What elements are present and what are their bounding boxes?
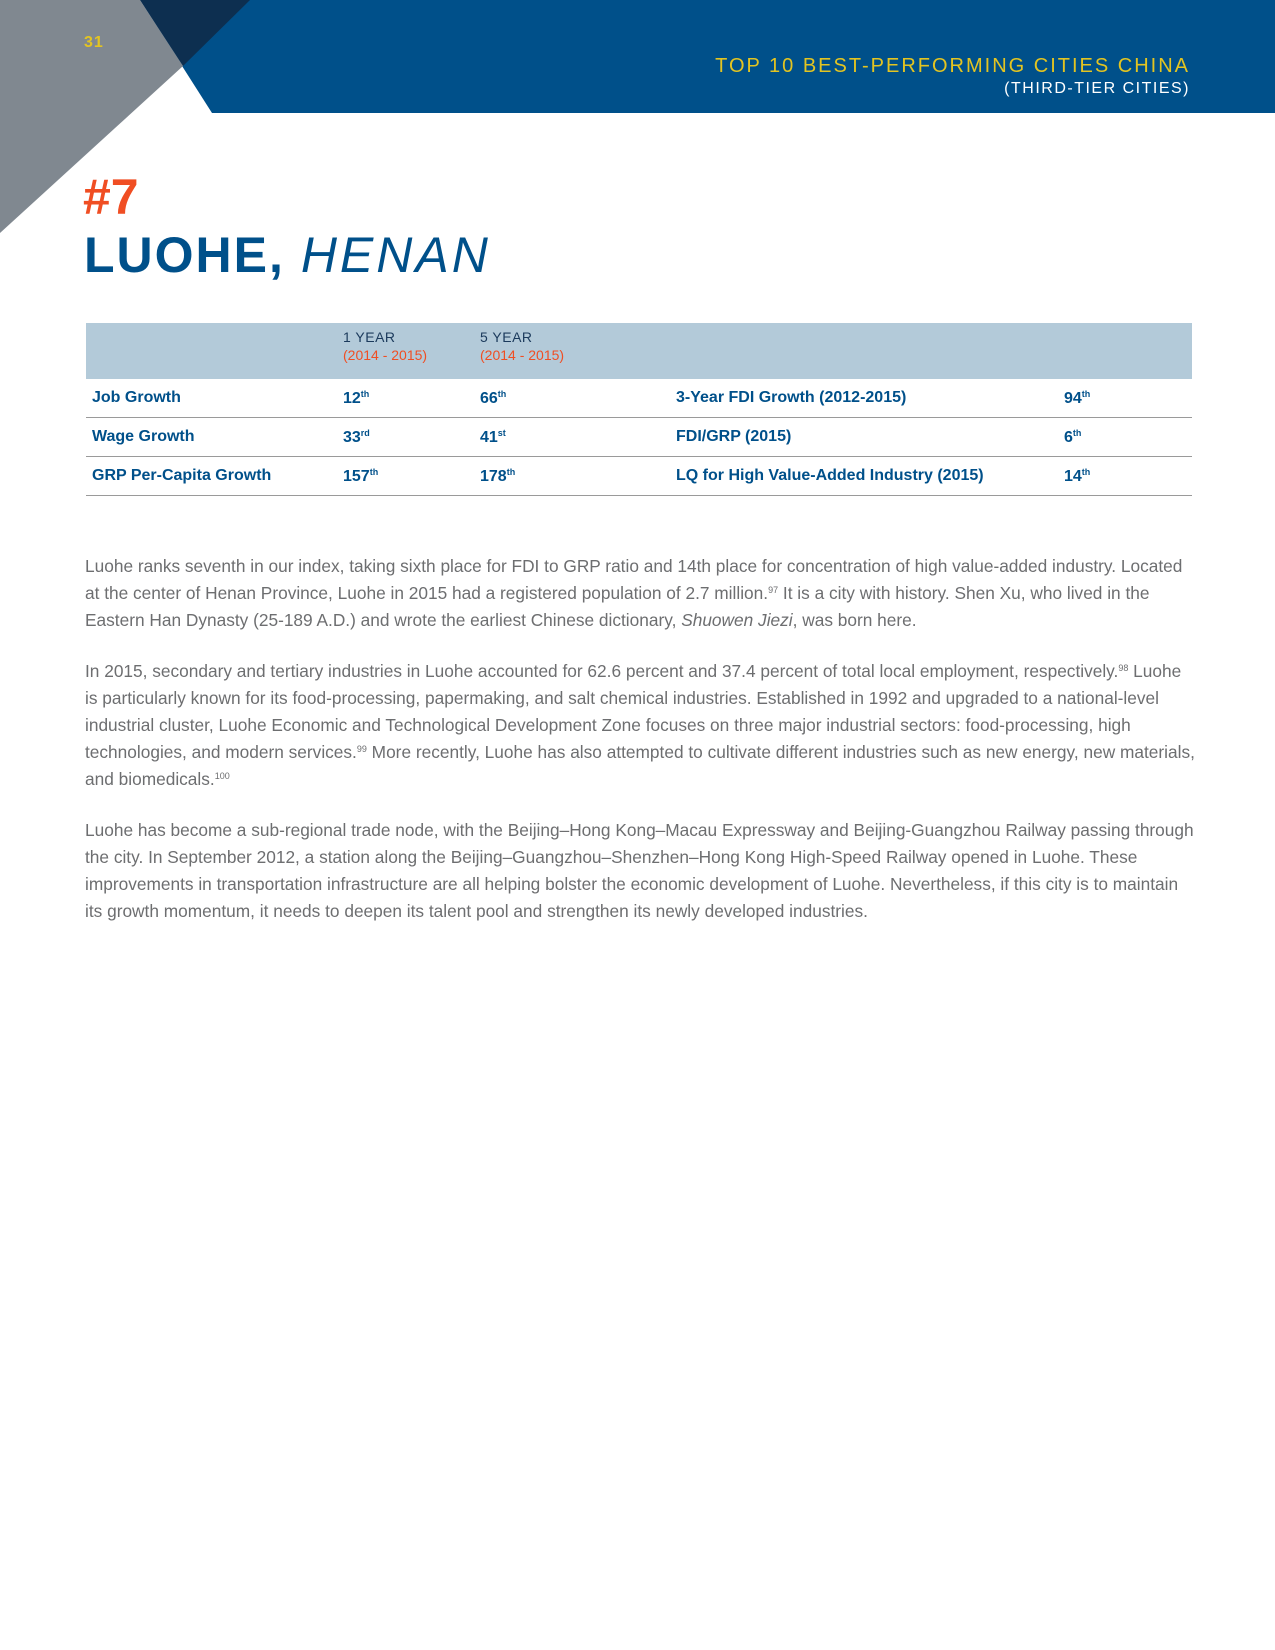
metric-label: FDI/GRP (2015) <box>670 418 1058 457</box>
header-title: TOP 10 BEST-PERFORMING CITIES CHINA <box>715 55 1190 77</box>
running-header <box>715 55 1190 98</box>
rank-5year: 178th <box>474 457 670 496</box>
row-label: Wage Growth <box>86 418 337 457</box>
header-1year <box>337 323 474 379</box>
paragraph: Luohe has become a sub-regional trade node, with the Beijing–Hong Kong–Macau Expressway and Beijing-Guangzhou Railway passing through the city. In September 2012, a station along the Beijing–Guangzhou–Shenzhen–Hong Kong High-Speed Railway opened in Luohe. These improvements in transportation infrastructure are all helping bolster the economic development of Luohe. Nevertheless, if this city is to maintain its growth momentum, it needs to deepen its talent pool and strengthen its newly developed industries. <box>85 820 1194 921</box>
paragraph: In 2015, secondary and tertiary industries in Luohe accounted for 62.6 percent and 37.4 percent of total local employment, respectively.$^{98}$ Luohe is particularly known for its food-processing, papermaking, and salt chemical industries. Established in 1992 and upgraded to a national-level industrial cluster, Luohe Economic and Technological Development Zone focuses on three major industrial sectors: food-processing, high technologies, and modern services.$^{99}$ More recently, Luohe has also attempted to cultivate different industries such as new energy, new materials, and biomedicals.$^{100}$ <box>85 661 1195 789</box>
metric-rank: 6th <box>1058 418 1192 457</box>
city-name: LUOHE, <box>84 227 285 283</box>
header-5year-range: (2014 - 2015) <box>480 347 565 363</box>
row-label: GRP Per-Capita Growth <box>86 457 337 496</box>
header-5year <box>474 323 670 379</box>
header-1year-range: (2014 - 2015) <box>343 347 428 363</box>
header-subtitle: (THIRD-TIER CITIES) <box>1004 80 1190 97</box>
city-rank: #7 <box>83 169 139 225</box>
header-1year-label: 1 YEAR <box>343 329 396 345</box>
metric-label: LQ for High Value-Added Industry (2015) <box>670 457 1058 496</box>
header-decoration <box>0 0 1275 240</box>
rank-1year: 157th <box>337 457 474 496</box>
rank-5year: 66th <box>474 379 670 418</box>
row-label: Job Growth <box>86 379 337 418</box>
footnote-ref: 99 <box>356 744 367 754</box>
ranking-table <box>86 323 1192 496</box>
footnote-ref: 97 <box>768 585 779 595</box>
rank-1year: 33rd <box>337 418 474 457</box>
table-row <box>86 418 1192 457</box>
table-header-blank <box>670 323 1058 379</box>
rank-5year: 41st <box>474 418 670 457</box>
table-row <box>86 379 1192 418</box>
table-header-row <box>86 323 1192 379</box>
header-5year-label: 5 YEAR <box>480 329 533 345</box>
table-header-blank <box>86 323 337 379</box>
metric-label: 3-Year FDI Growth (2012-2015) <box>670 379 1058 418</box>
rank-1year: 12th <box>337 379 474 418</box>
footnote-ref: 98 <box>1118 663 1129 673</box>
page-number: 31 <box>84 34 104 51</box>
article-body <box>85 553 1195 949</box>
metric-rank: 94th <box>1058 379 1192 418</box>
province-name: HENAN <box>300 227 491 283</box>
paragraph: Luohe ranks seventh in our index, taking sixth place for FDI to GRP ratio and 14th place for concentration of high value-added industry. Located at the center of Henan Province, Luohe in 2015 had a registered population of 2.7 million.$^{97}$ It is a city with history. Shen Xu, who lived in the Eastern Han Dynasty (25-189 A.D.) and wrote the earliest Chinese dictionary, Shuowen Jiezi, was born here. <box>85 556 1183 630</box>
metric-rank: 14th <box>1058 457 1192 496</box>
table-row <box>86 457 1192 496</box>
city-title <box>84 227 491 283</box>
footnote-ref: 100 <box>214 771 230 781</box>
table-header-blank <box>1058 323 1192 379</box>
